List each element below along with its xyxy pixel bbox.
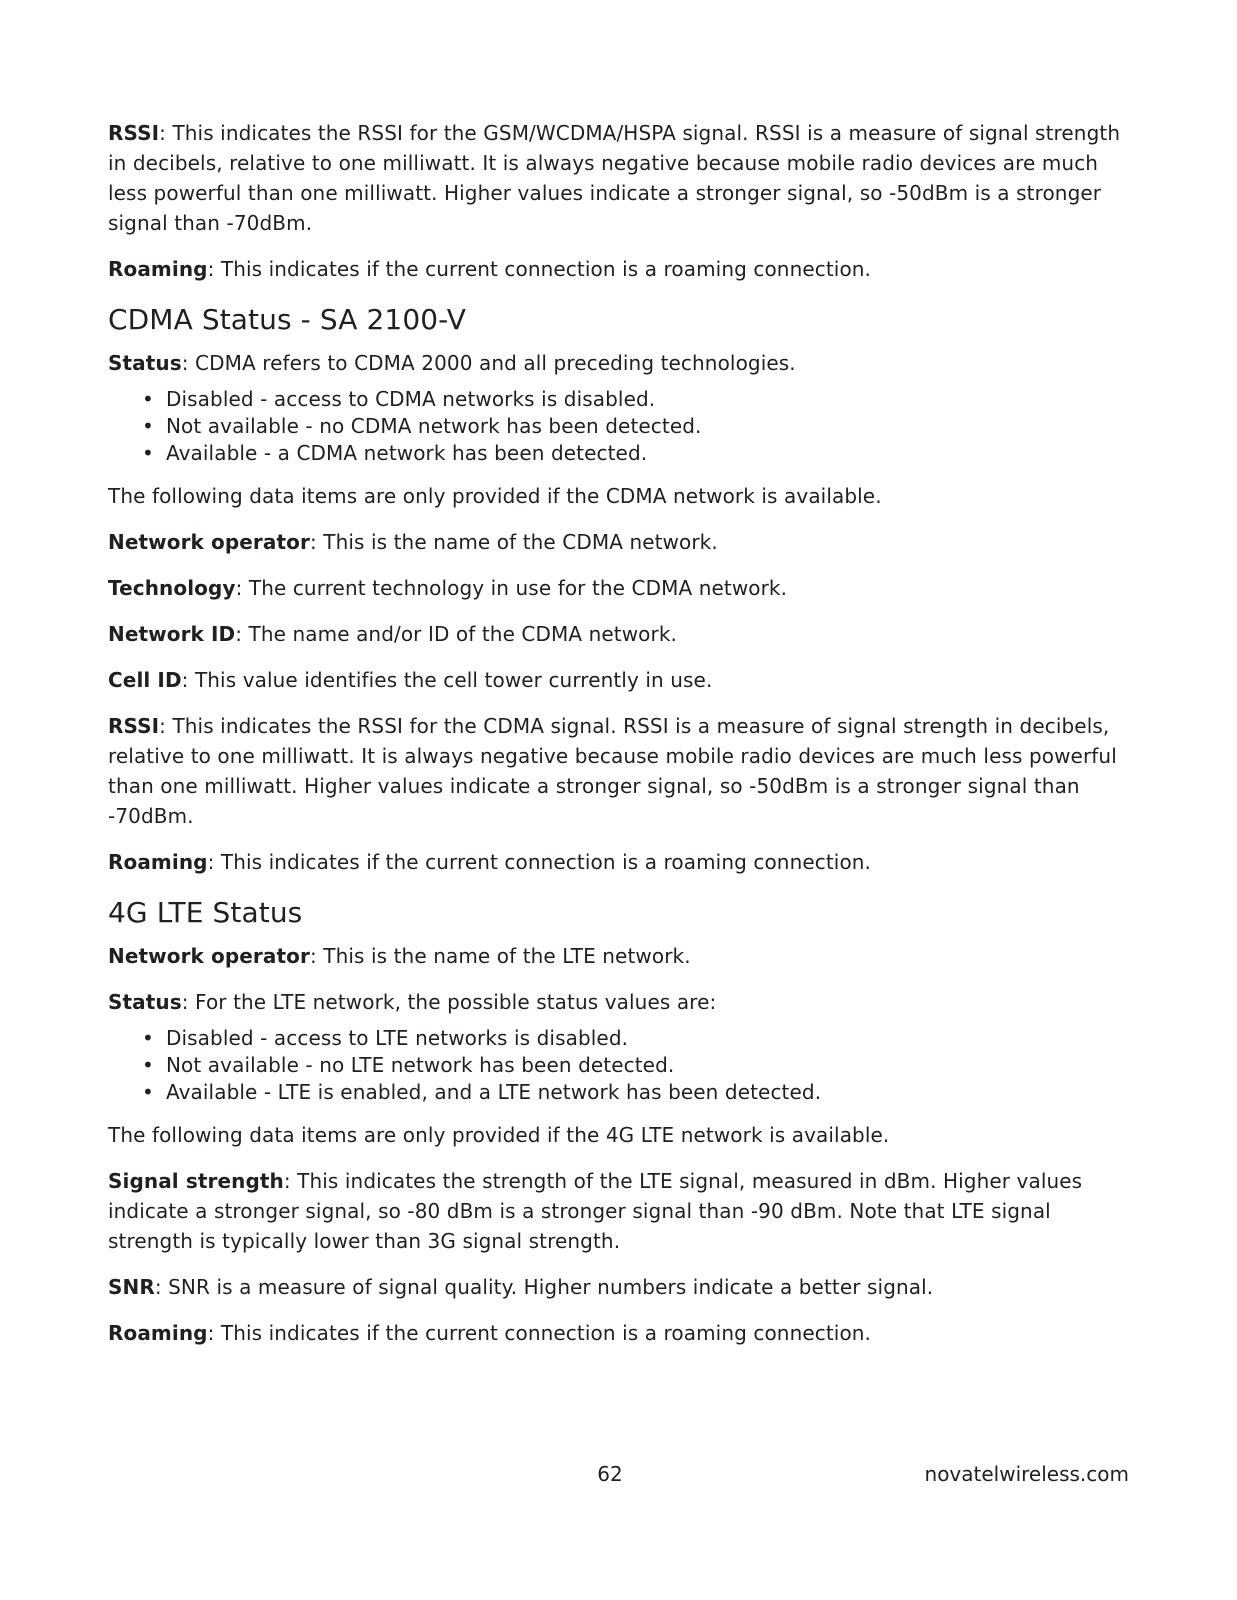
cdma-cell-id-term: Cell ID [108, 668, 182, 692]
bullet-icon: • [142, 387, 154, 411]
cdma-operator-term: Network operator [108, 530, 310, 554]
cdma-rssi-paragraph [108, 711, 1128, 831]
list-item [138, 413, 1128, 440]
bullet-icon: • [142, 1080, 154, 1104]
lte-status-list [108, 1025, 1128, 1106]
gsm-roaming-text: : This indicates if the current connection is a roaming connection. [207, 257, 872, 281]
list-item [138, 1052, 1128, 1079]
bullet-icon: • [142, 1053, 154, 1077]
cdma-technology-term: Technology [108, 576, 236, 600]
list-item [138, 1025, 1128, 1052]
lte-status-paragraph [108, 987, 1128, 1017]
lte-snr-paragraph [108, 1272, 1128, 1302]
list-item-text: Not available - no CDMA network has been detected. [166, 414, 702, 438]
lte-signal-paragraph [108, 1166, 1128, 1256]
lte-snr-term: SNR [108, 1275, 155, 1299]
lte-status-text: : For the LTE network, the possible status values are: [181, 990, 717, 1014]
gsm-rssi-text: : This indicates the RSSI for the GSM/WCDMA/HSPA signal. RSSI is a measure of signal strength in decibels, relative to one milliwatt. It is always negative because mobile radio devices are much less powerful than one milliwatt. Higher values indicate a stronger signal, so -50dBm is a stronger signal than -70dBm. [108, 121, 1121, 235]
lte-snr-text: : SNR is a measure of signal quality. Higher numbers indicate a better signal. [154, 1275, 934, 1299]
list-item [138, 1079, 1128, 1106]
list-item-text: Available - a CDMA network has been detected. [166, 441, 648, 465]
lte-roaming-text: : This indicates if the current connection is a roaming connection. [207, 1321, 872, 1345]
cdma-operator-paragraph [108, 527, 1128, 557]
lte-operator-paragraph [108, 941, 1128, 971]
lte-signal-text: : This indicates the strength of the LTE signal, measured in dBm. Higher values indicate a stronger signal, so -80 dBm is a stronger signal than -90 dBm. Note that LTE signal strength is typically lower than 3G signal strength. [108, 1169, 1083, 1253]
list-item [138, 440, 1128, 467]
list-item-text: Disabled - access to LTE networks is disabled. [166, 1026, 629, 1050]
cdma-technology-paragraph [108, 573, 1128, 603]
cdma-network-id-term: Network ID [108, 622, 236, 646]
lte-status-term: Status [108, 990, 182, 1014]
footer-website: novatelwireless.com [924, 1462, 1129, 1486]
cdma-status-list [108, 386, 1128, 467]
lte-operator-term: Network operator [108, 944, 310, 968]
gsm-roaming-term: Roaming [108, 257, 208, 281]
cdma-status-paragraph [108, 348, 1128, 378]
cdma-rssi-text: : This indicates the RSSI for the CDMA signal. RSSI is a measure of signal strength in decibels, relative to one milliwatt. It is always negative because mobile radio devices are much less powerful than one milliwatt. Higher values indicate a stronger signal, so -50dBm is a stronger signal than -70dBm. [108, 714, 1117, 828]
bullet-icon: • [142, 441, 154, 465]
list-item [138, 386, 1128, 413]
cdma-operator-text: : This is the name of the CDMA network. [309, 530, 718, 554]
gsm-rssi-paragraph [108, 118, 1128, 238]
document-page [108, 118, 1128, 1364]
cdma-roaming-paragraph [108, 847, 1128, 877]
bullet-icon: • [142, 414, 154, 438]
cdma-cell-id-text: : This value identifies the cell tower currently in use. [181, 668, 713, 692]
lte-roaming-paragraph [108, 1318, 1128, 1348]
gsm-rssi-term: RSSI [108, 121, 160, 145]
lte-section-heading: 4G LTE Status [108, 896, 303, 929]
cdma-roaming-term: Roaming [108, 850, 208, 874]
cdma-availability-note: The following data items are only provided if the CDMA network is available. [108, 484, 882, 508]
cdma-status-text: : CDMA refers to CDMA 2000 and all preceding technologies. [181, 351, 796, 375]
cdma-network-id-text: : The name and/or ID of the CDMA network. [235, 622, 677, 646]
list-item-text: Disabled - access to CDMA networks is disabled. [166, 387, 656, 411]
list-item-text: Not available - no LTE network has been detected. [166, 1053, 675, 1077]
page-number: 62 [597, 1462, 623, 1486]
cdma-network-id-paragraph [108, 619, 1128, 649]
cdma-status-term: Status [108, 351, 182, 375]
cdma-technology-text: : The current technology in use for the CDMA network. [235, 576, 788, 600]
list-item-text: Available - LTE is enabled, and a LTE network has been detected. [166, 1080, 822, 1104]
cdma-roaming-text: : This indicates if the current connection is a roaming connection. [207, 850, 872, 874]
lte-roaming-term: Roaming [108, 1321, 208, 1345]
lte-availability-note: The following data items are only provided if the 4G LTE network is available. [108, 1123, 890, 1147]
bullet-icon: • [142, 1026, 154, 1050]
cdma-cell-id-paragraph [108, 665, 1128, 695]
gsm-roaming-paragraph [108, 254, 1128, 284]
lte-signal-term: Signal strength [108, 1169, 284, 1193]
cdma-rssi-term: RSSI [108, 714, 160, 738]
cdma-section-heading: CDMA Status - SA 2100-V [108, 303, 466, 336]
lte-operator-text: : This is the name of the LTE network. [309, 944, 691, 968]
